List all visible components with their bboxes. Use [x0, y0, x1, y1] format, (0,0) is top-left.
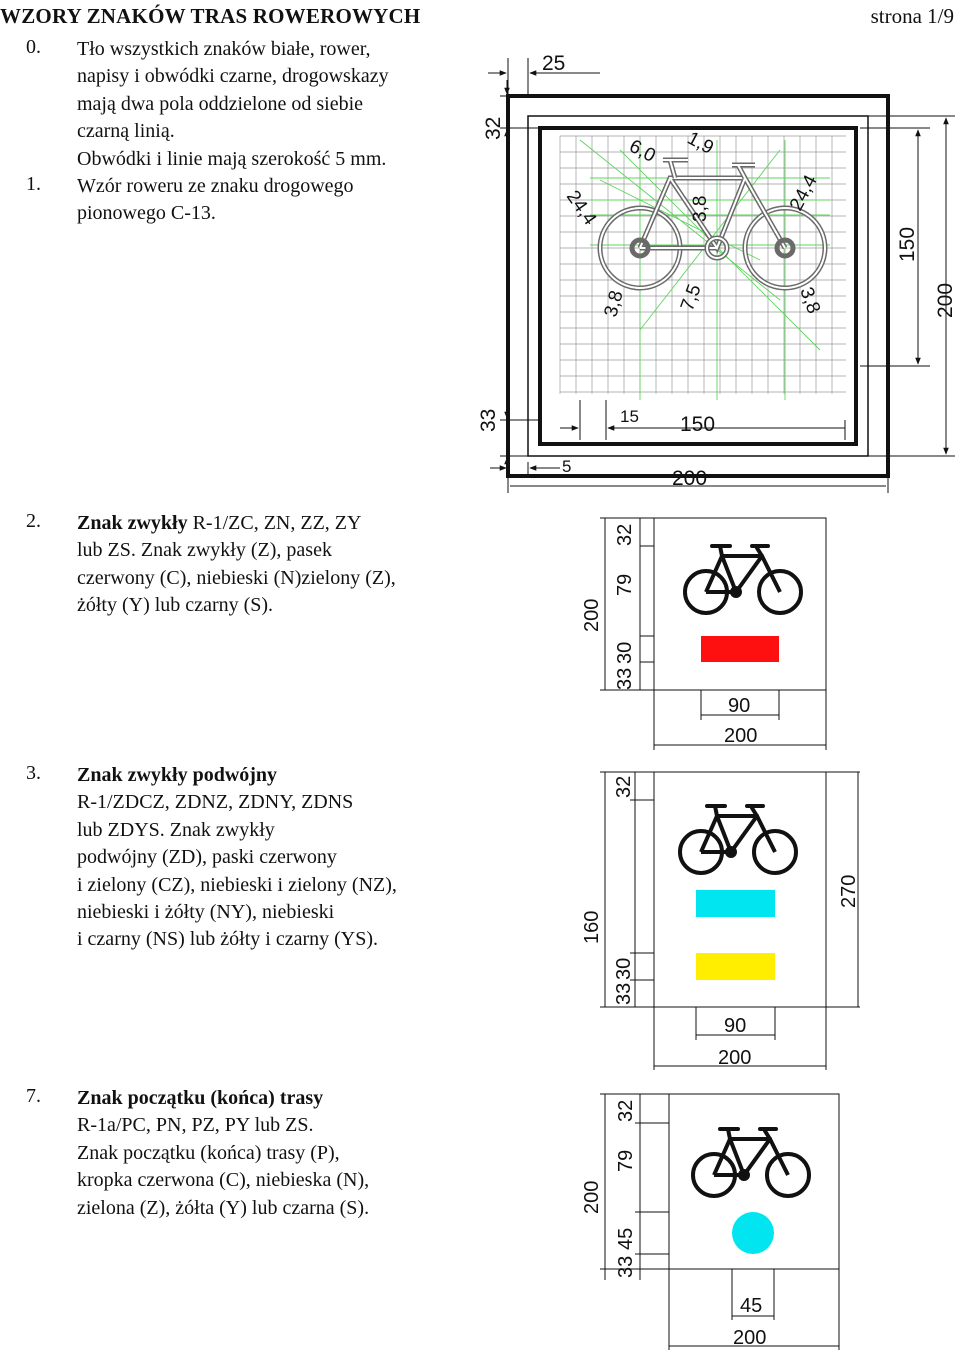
sign-poczatek-drawing [570, 1085, 840, 1352]
dim-79: 79 [615, 1149, 637, 1172]
dim-90: 90 [724, 1015, 747, 1037]
item-0-line: napisy i obwódki czarne, drogowskazy [77, 65, 389, 88]
dim-200-vertical: 200 [581, 1180, 603, 1214]
dim-200-vertical: 200 [581, 598, 603, 632]
dim-200-horizontal: 200 [724, 725, 758, 747]
dim-200-vertical: 200 [934, 282, 957, 318]
item-3-line: i zielony (CZ), niebieski i zielony (NZ), [77, 873, 397, 896]
dim-33: 33 [615, 1255, 637, 1278]
item-3-line: R-1/ZDCZ, ZDNZ, ZDNY, ZDNS [77, 791, 354, 814]
item-2-heading-rest: R-1/ZC, ZN, ZZ, ZY [187, 512, 362, 534]
dim-200-horizontal: 200 [733, 1327, 767, 1349]
dim-200-horizontal: 200 [718, 1047, 752, 1069]
sign-zwykly-board [654, 518, 826, 690]
item-3-heading: Znak zwykły podwójny [77, 764, 278, 786]
dim-32: 32 [482, 116, 505, 140]
item-2-line: żółty (Y) lub czarny (S). [77, 594, 274, 617]
dim-5: 5 [562, 457, 572, 476]
item-7-line: R-1a/PC, PN, PZ, PY lub ZS. [77, 1114, 314, 1137]
dim-33: 33 [613, 982, 635, 1005]
dim-3-8-left: 3,8 [600, 288, 628, 320]
item-2-number: 2. [26, 510, 41, 532]
item-7-text [77, 1085, 369, 1222]
dim-270: 270 [838, 874, 860, 908]
item-7-line: Znak początku (końca) trasy (P), [77, 1141, 340, 1164]
red-stripe [701, 636, 779, 662]
dim-30: 30 [613, 957, 635, 980]
yellow-stripe [696, 953, 775, 980]
item-0-line: mają dwa pola oddzielone od siebie [77, 92, 364, 115]
dim-90: 90 [728, 695, 751, 717]
item-7-heading: Znak początku (końca) trasy [77, 1087, 324, 1109]
dim-150-horizontal: 150 [680, 413, 716, 436]
item-2-line: lub ZS. Znak zwykły (Z), pasek [77, 539, 332, 562]
dim-32: 32 [615, 1099, 637, 1122]
item-3-line: i czarny (NS) lub żółty i czarny (YS). [77, 928, 379, 951]
dim-45-horizontal: 45 [740, 1295, 763, 1317]
item-7-line: zielona (Z), żółta (Y) lub czarna (S). [77, 1196, 370, 1219]
bicycle-outline-icon [600, 160, 825, 288]
dim-15: 15 [620, 407, 639, 426]
sign-inner-frame [528, 116, 868, 456]
item-1-line: Wzór roweru ze znaku drogowego [77, 175, 354, 197]
dim-200-horizontal: 200 [672, 467, 708, 490]
item-3-line: lub ZDYS. Znak zwykły [77, 818, 275, 841]
item-0-line: Tło wszystkich znaków białe, rower, [77, 38, 371, 60]
dim-3-8-vertical: 3,8 [690, 195, 711, 222]
sign-podwojny-drawing [570, 770, 860, 1075]
dim-25: 25 [542, 52, 566, 75]
dim-45-vertical: 45 [615, 1227, 637, 1250]
item-7-number: 7. [26, 1085, 41, 1107]
dim-32: 32 [614, 523, 636, 546]
item-1-number: 1. [26, 173, 41, 195]
item-2-heading: Znak zwykły [77, 512, 188, 534]
item-3-text [77, 762, 397, 954]
item-3-line: niebieski i żółty (NY), niebieski [77, 901, 335, 924]
item-7-line: kropka czerwona (C), niebieska (N), [77, 1169, 370, 1192]
item-2-text [77, 510, 396, 620]
item-0-line: Obwódki i linie mają szerokość 5 mm. [77, 147, 387, 170]
page-number: strona 1/9 [870, 4, 954, 28]
dim-24-4-right: 24,4 [785, 171, 822, 215]
document-title: WZORY ZNAKÓW TRAS ROWEROWYCH [0, 4, 421, 28]
dim-160: 160 [581, 910, 603, 944]
item-2-line: czerwony (C), niebieski (N)zielony (Z), [77, 566, 396, 589]
dim-7-5: 7,5 [676, 281, 706, 314]
item-3-line: podwójny (ZD), paski czerwony [77, 846, 337, 869]
item-1-text [77, 173, 354, 228]
dim-150-vertical: 150 [896, 226, 919, 262]
item-0-line: czarną linią. [77, 120, 175, 143]
dim-32: 32 [613, 775, 635, 798]
dim-79: 79 [614, 573, 636, 596]
item-3-number: 3. [26, 762, 41, 784]
item-1-line: pionowego C-13. [77, 202, 216, 225]
dim-3-8-right: 3,8 [795, 284, 825, 317]
dim-24-4-left: 24,4 [561, 186, 601, 230]
dim-33: 33 [614, 667, 636, 690]
dim-6-0: 6,0 [625, 135, 659, 167]
dim-33: 33 [477, 408, 500, 432]
dim-1-9: 1,9 [683, 127, 717, 159]
sign-zwykly-drawing [570, 510, 830, 755]
item-0-text [77, 36, 389, 173]
cyan-dot [732, 1212, 774, 1254]
bicycle-construction-drawing [470, 40, 960, 495]
item-0-number: 0. [26, 36, 41, 58]
dim-30: 30 [614, 641, 636, 664]
cyan-stripe [696, 890, 775, 917]
